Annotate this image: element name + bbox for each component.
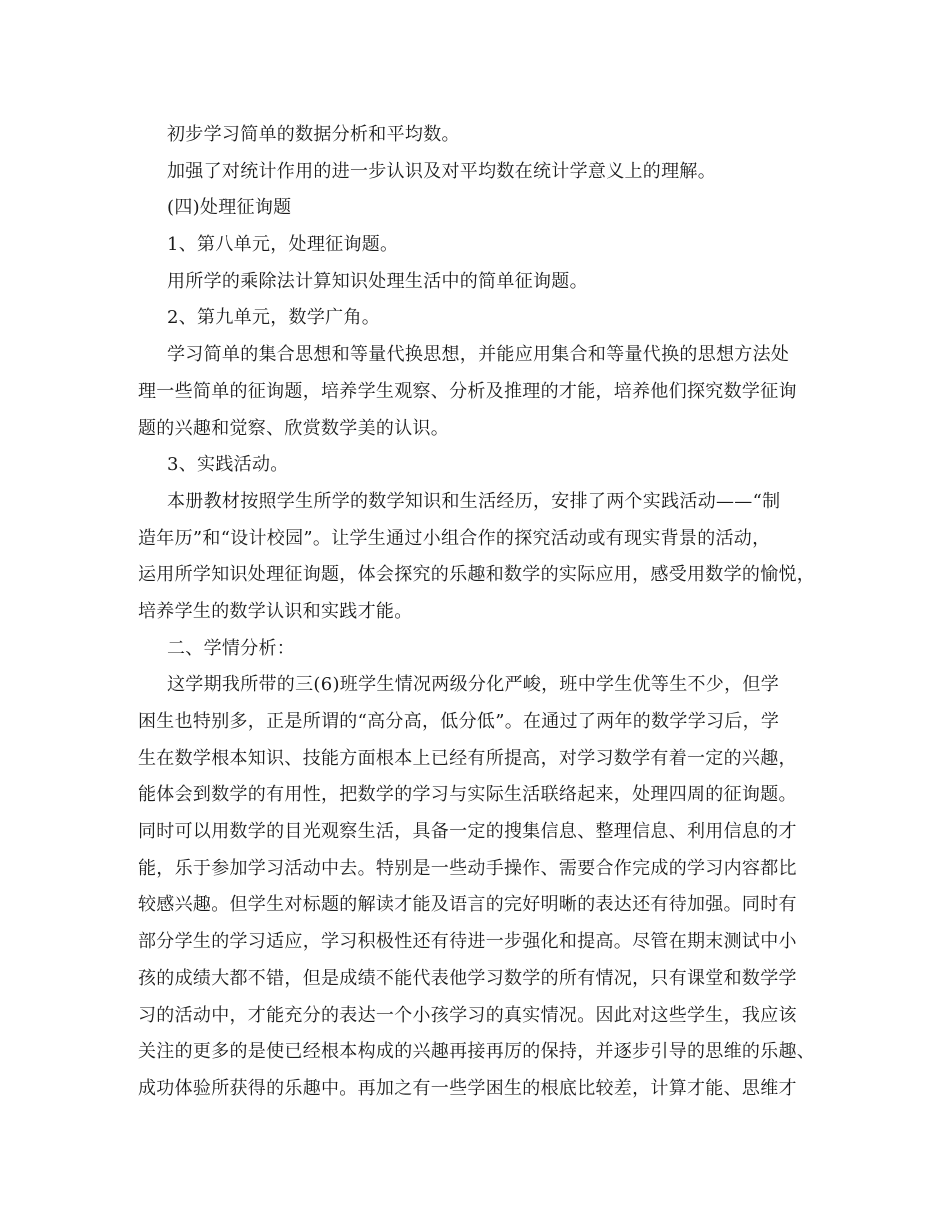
text-line: 加强了对统计作用的进一步认识及对平均数在统计学意义上的理解。 — [167, 160, 716, 182]
text-line: 孩的成绩大都不错，但是成绩不能代表他学习数学的所有情况，只有课堂和数学学 — [138, 967, 797, 989]
text-line: 成功体验所获得的乐趣中。再加之有一些学困生的根底比较差，计算才能、思维才 — [138, 1077, 797, 1099]
text-line: 困生也特别多，正是所谓的“高分高，低分低”。在通过了两年的数学学习后，学 — [138, 711, 780, 732]
text-line: 学习简单的集合思想和等量代换思想，并能应用集合和等量代换的思想方法处 — [167, 344, 790, 366]
text-line: 理一些简单的征询题，培养学生观察、分析及推理的才能，培养他们探究数学征询 — [138, 380, 797, 402]
text-line: 1、第八单元，处理征询题。 — [167, 234, 399, 256]
text-line: 部分学生的学习适应，学习积极性还有待进一步强化和提高。尽管在期末测试中小 — [138, 931, 797, 953]
text-line: 能，乐于参加学习活动中去。特别是一些动手操作、需要合作完成的学习内容都比 — [138, 857, 797, 879]
text-line: 较感兴趣。但学生对标题的解读才能及语言的完好明晰的表达还有待加强。同时有 — [138, 894, 797, 916]
text-line: 生在数学根本知识、技能方面根本上已经有所提高，对学习数学有着一定的兴趣， — [138, 747, 797, 769]
text-line: 题的兴趣和觉察、欣赏数学美的认识。 — [138, 417, 450, 439]
text-line: 培养学生的数学认识和实践才能。 — [138, 600, 413, 622]
text-line: 本册教材按照学生所学的数学知识和生活经历，安排了两个实践活动——“制 — [167, 490, 781, 512]
text-line: 初步学习简单的数据分析和平均数。 — [167, 124, 460, 145]
text-line: (四)处理征询题 — [167, 197, 292, 219]
text-line: 运用所学知识处理征询题，体会探究的乐趣和数学的实际应用，感受用数学的愉悦， — [138, 564, 816, 586]
text-line: 这学期我所带的三(6)班学生情况两级分化严峻，班中学生优等生不少，但学 — [167, 674, 779, 696]
text-line: 二、学情分析： — [167, 637, 296, 659]
text-line: 关注的更多的是使已经根本构成的兴趣再接再厉的保持，并逐步引导的思维的乐趣、 — [138, 1041, 816, 1063]
text-line: 用所学的乘除法计算知识处理生活中的简单征询题。 — [167, 270, 588, 292]
text-line: 能体会到数学的有用性，把数学的学习与实际生活联络起来，处理四周的征询题。 — [138, 784, 797, 806]
document-body — [138, 117, 828, 1108]
text-line: 同时可以用数学的目光观察生活，具备一定的搜集信息、整理信息、利用信息的才 — [138, 821, 797, 843]
text-line: 造年历”和“设计校园”。让学生通过小组合作的探究活动或有现实背景的活动， — [138, 527, 771, 549]
text-line: 习的活动中，才能充分的表达一个小孩学习的真实情况。因此对这些学生，我应该 — [138, 1004, 797, 1026]
text-line: 3、实践活动。 — [167, 454, 289, 476]
text-line: 2、第九单元，数学广角。 — [167, 307, 381, 329]
